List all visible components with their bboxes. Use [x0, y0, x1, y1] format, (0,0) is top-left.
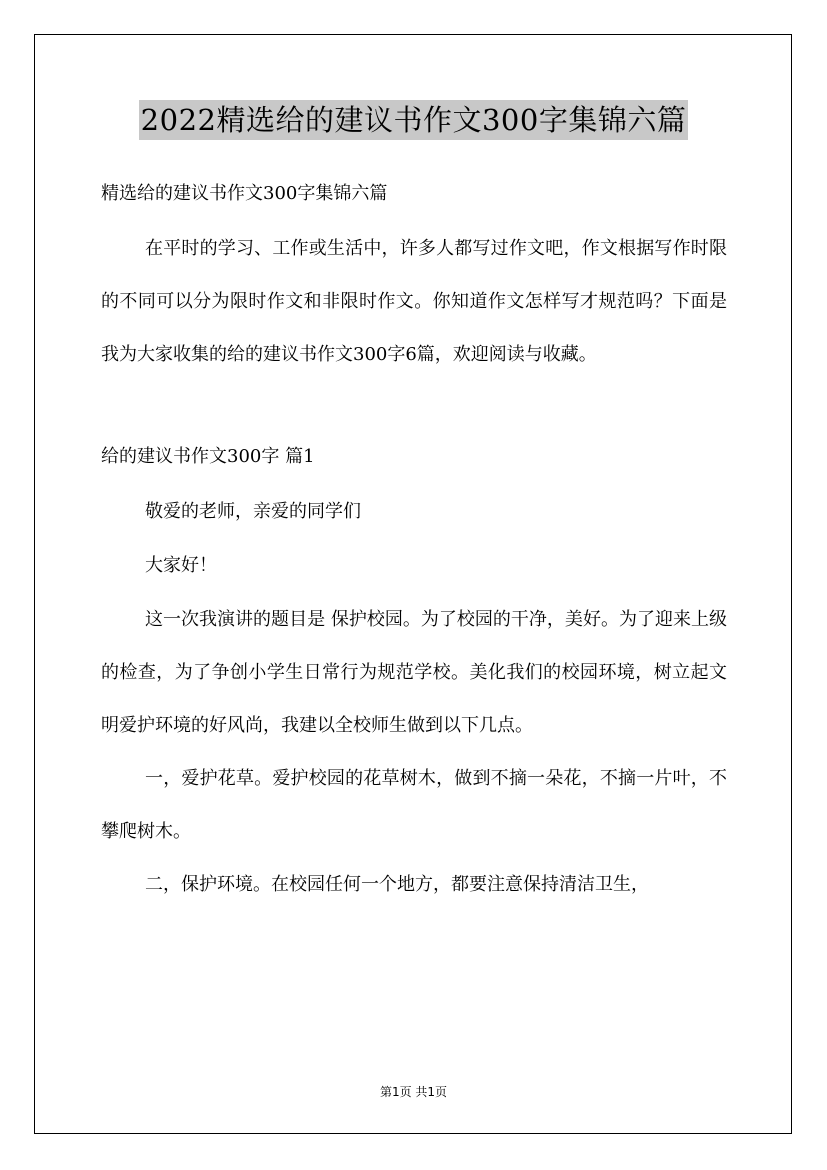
section-heading: 给的建议书作文300字 篇1 — [101, 446, 315, 467]
intro-paragraph: 在平时的学习、工作或生活中，许多人都写过作文吧，作文根据写作时限的不同可以分为限时作文和非限时作文。你知道作文怎样写才规范吗？下面是我为大家收集的给的建议书作文300字6篇，欢迎阅读与收藏。 — [101, 238, 727, 365]
page-footer: 第1页 共1页 — [379, 1085, 448, 1099]
section-gap — [101, 381, 727, 429]
document-body — [101, 166, 727, 911]
body-point-1: 一，爱护花草。爱护校园的花草树木，做到不摘一朵花，不摘一片叶，不攀爬树木。 — [101, 768, 727, 842]
body-paragraph-1: 这一次我演讲的题目是 保护校园。为了校园的干净，美好。为了迎来上级的检查，为了争创小学生日常行为规范学校。美化我们的校园环境，树立起文明爱护环境的好风尚，我建以全校师生做到以下几点。 — [101, 609, 727, 736]
hello-line: 大家好！ — [145, 555, 217, 576]
document-subtitle: 精选给的建议书作文300字集锦六篇 — [101, 183, 388, 204]
title-container — [0, 100, 827, 140]
greeting-line: 敬爱的老师，亲爱的同学们 — [145, 501, 361, 522]
body-point-2: 二，保护环境。在校园任何一个地方，都要注意保持清洁卫生， — [145, 874, 649, 895]
document-title: 2022精选给的建议书作文300字集锦六篇 — [139, 100, 689, 140]
